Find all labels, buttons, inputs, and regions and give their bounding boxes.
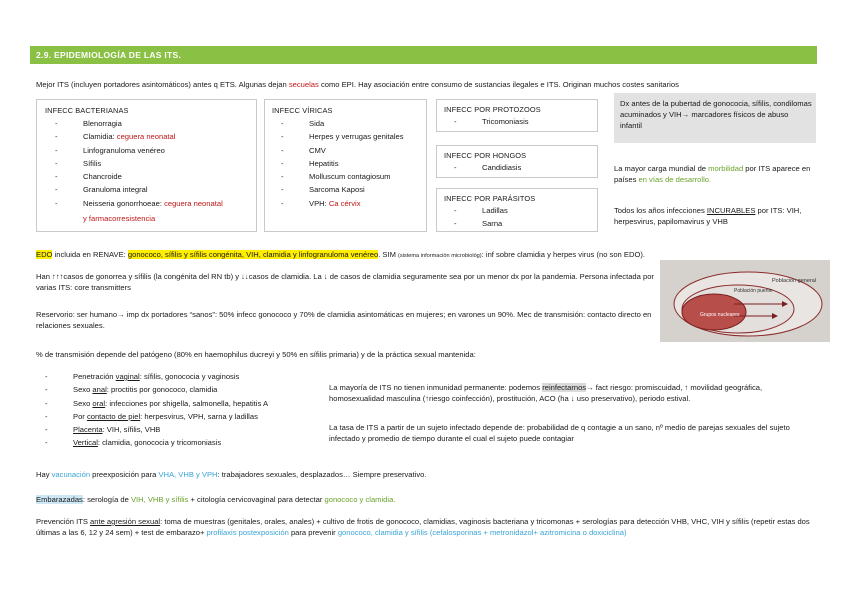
practices-list <box>73 370 268 450</box>
list-item: - Sífilis <box>83 157 223 170</box>
diagram-label-general: Población general <box>772 278 817 284</box>
bacterias-box <box>36 99 257 232</box>
reinfect-highlight: reinfectarnos <box>542 383 587 392</box>
viricas-title: INFECC VÍRICAS <box>272 106 333 115</box>
morbilidad-text: La mayor carga mundial de morbilidad por ITS aparece en países en vías de desarrollo. <box>614 164 811 185</box>
list-item: - Neisseria gonorrhoeae: ceguera neonatal <box>83 197 223 210</box>
intro-text: Mejor ITS (incluyen portadores asintomáticos) antes q ETS. Algunas dejan secuelas como EPI. Hay asociación entre consumo de sustancias ilegales e ITS. Originan muchos costes sanitarios <box>36 80 679 89</box>
parasitos-title: INFECC POR PARÁSITOS <box>444 194 536 203</box>
protozoos-list <box>482 115 529 128</box>
list-item: - Candidiasis <box>482 161 521 174</box>
list-item: - Sarcoma Kaposi <box>309 183 404 196</box>
section-title: 2.9. EPIDEMIOLOGÍA DE LAS ITS. <box>30 46 817 64</box>
list-item: - Blenorragia <box>83 117 223 130</box>
parasitos-box <box>436 188 598 232</box>
poblacion-diagram-svg <box>660 260 830 342</box>
inmunidad-text: La mayoría de ITS no tienen inmunidad permanente: podemos reinfectarnos→ fact riesgo: promiscuidad, ↑ movilidad geográfica, homosexualidad masculina (↑riesgo coinfección), prostitución, ACO (ha ↓ uso preservativo), periodo estival. <box>329 383 763 404</box>
list-item: - Linfogranuloma venéreo <box>83 144 223 157</box>
list-item: - Granuloma integral <box>83 183 223 196</box>
list-item: - Sida <box>309 117 404 130</box>
list-item: - Hepatitis <box>309 157 404 170</box>
dx-abuso-box <box>614 93 816 143</box>
reservorio-text: Reservorio: ser humano→ imp dx portadores “sanos”: 50% infecc gonococo y 70% de clamidia asintomáticas en mujeres; en varones un 90%. Mec de transmisión: contacto directo en relaciones sexuales. <box>36 310 652 331</box>
list-item: - Molluscum contagiosum <box>309 170 404 183</box>
list-item: - Placenta: VIH, sífilis, VHB <box>73 423 268 436</box>
poblacion-diagram <box>660 260 830 342</box>
viricas-list <box>309 117 404 210</box>
incurables-text: Todos los años infecciones INCURABLES por ITS: VIH, herpesvirus, papilomavirus y VHB <box>614 206 802 227</box>
dx-abuso-text: Dx antes de la pubertad de gonococia, sífilis, condilomas acuminados y VIH→ marcadores físicos de abuso infantil <box>620 99 812 131</box>
tasa-text: La tasa de ITS a partir de un sujeto infectado depende de: probabilidad de q contagie a un sano, nº medio de parejas sexuales del sujeto infectado y promedio de tiempo durante el cual el sujeto puede contagiar <box>329 423 790 444</box>
protozoos-title: INFECC POR PROTOZOOS <box>444 105 541 114</box>
secuelas-highlight: secuelas <box>288 80 319 89</box>
parasitos-list <box>482 204 508 231</box>
embarazadas-label: Embarazadas <box>36 495 83 504</box>
list-item: - Tricomoniasis <box>482 115 529 128</box>
list-item: - Sexo oral: infecciones por shigella, salmonella, hepatitis A <box>73 397 268 410</box>
diagram-label-puente: Población puente <box>734 288 773 294</box>
hongos-box <box>436 145 598 178</box>
list-item: - Vertical: clamidia, gonococia y tricomoniasis <box>73 436 268 449</box>
list-item: - Por contacto de piel: herpesvirus, VPH, sarna y ladillas <box>73 410 268 423</box>
prevencion-text: Prevención ITS ante agresión sexual: toma de muestras (genitales, orales, anales) + cultivo de frotis de gonococo, clamidias, vaginosis bacteriana y tricomonas + serologías para detección VHB, VHC, VIH y sífilis (repetir estas dos últimas a las 6, 12 y 24 sem) + test de embarazo+ profilaxis postexposición para prevenir gonococo, clamidia y sífilis (cefalosporinas + metronidazol+ azitromicina o doxiciclina) <box>36 517 810 538</box>
list-item: - VPH: Ca cérvix <box>309 197 404 210</box>
trends-text: Han ↑↑↑casos de gonorrea y sífilis (la congénita del RN tb) y ↓↓casos de clamidia. La ↓ de casos de clamidia seguramente sea por un menor dx por la pandemia. Persona infectada por varias ITS: core transmitters <box>36 272 654 293</box>
transmision-text: % de transmisión depende del patógeno (80% en haemophilus ducreyi y 50% en sífilis primaria) y de la práctica sexual mantenida: <box>36 350 476 359</box>
list-item: - CMV <box>309 144 404 157</box>
list-item: - Herpes y verrugas genitales <box>309 130 404 143</box>
hongos-title: INFECC POR HONGOS <box>444 151 527 160</box>
vacunacion-text: Hay vacunación preexposición para VHA, VHB y VPH: trabajadores sexuales, desplazados… Siempre preservativo. <box>36 470 427 479</box>
list-item: - Ladillas <box>482 204 508 217</box>
list-item: - Sexo anal: proctitis por gonococo, clamidia <box>73 383 268 396</box>
bacterias-list <box>83 117 223 210</box>
edo-list: gonococo, sífilis y sífilis congénita, VIH, clamidia y linfogranuloma venéreo <box>127 250 379 259</box>
diagram-label-nucleares: Grupos nucleares <box>700 312 740 318</box>
list-item: - Clamidia: ceguera neonatal <box>83 130 223 143</box>
list-item: - Sarna <box>482 217 508 230</box>
bacterias-last-note: y farmacorresistencia <box>83 214 156 223</box>
hongos-list <box>482 161 521 174</box>
viricas-box <box>264 99 427 232</box>
edo-label: EDO <box>36 250 53 259</box>
bacterias-title: INFECC BACTERIANAS <box>45 106 129 115</box>
embarazadas-text: Embarazadas: serología de VIH, VHB y sífilis + citología cervicovaginal para detectar gonococo y clamidia. <box>36 495 396 504</box>
protozoos-box <box>436 99 598 132</box>
list-item: - Penetración vaginal: sífilis, gonococia y vaginosis <box>73 370 268 383</box>
list-item: - Chancroide <box>83 170 223 183</box>
edo-text: EDO incluida en RENAVE: gonococo, sífilis y sífilis congénita, VIH, clamidia y linfogranuloma venéreo. SIM (sistema información microbiológ): inf sobre clamidia y herpes virus (no son EDO). <box>36 250 645 259</box>
